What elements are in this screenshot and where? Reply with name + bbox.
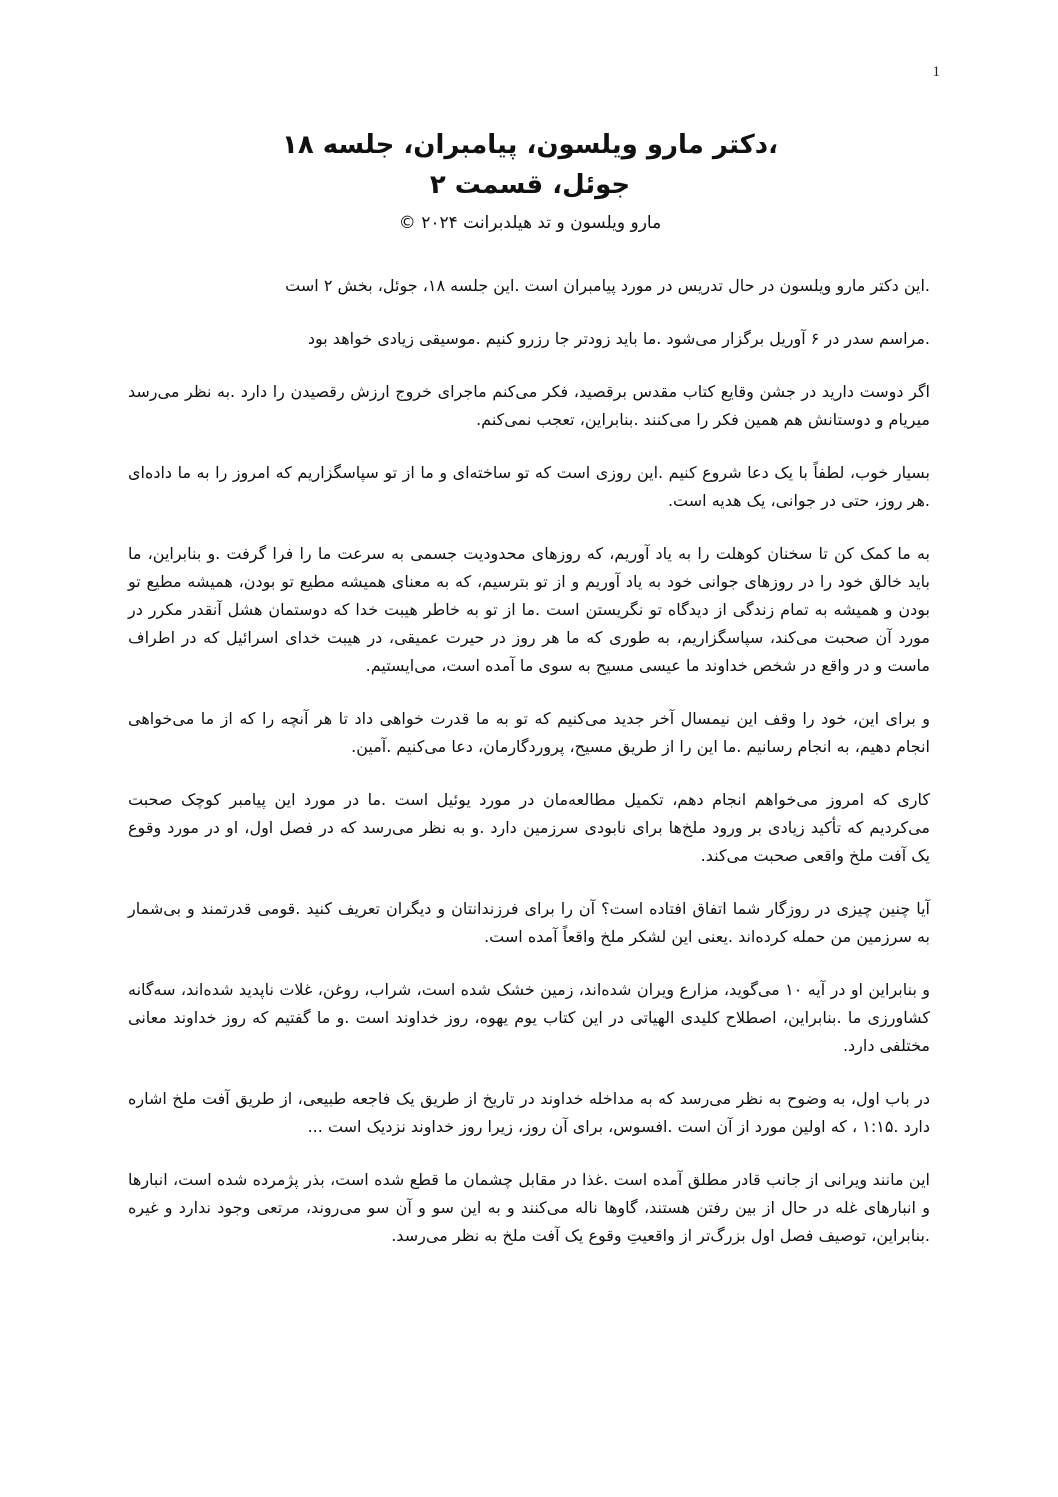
paragraph-4: بسیار خوب، لطفاً با یک دعا شروع کنیم .این روزی است که تو ساخته‌ای و ما از تو سپاسگزاریم که امروز را به ما داده‌ای .هر روز، حتی در جوانی، یک هدیه است. — [128, 463, 930, 510]
paragraph-7: کاری که امروز می‌خواهم انجام دهم، تکمیل مطالعه‌مان در مورد یوئیل است .ما در مورد این پیامبر کوچک صحبت می‌کردیم که تأکید زیادی بر ورود ملخ‌ها برای نابودی سرزمین دارد .و به نظر می‌رسد که در فصل اول، او در مورد وقوع یک آفت ملخ واقعی صحبت می‌کند. — [128, 790, 930, 865]
paragraph-9: و بنابراین او در آیه ۱۰ می‌گوید، مزارع ویران شده‌اند، زمین خشک شده است، شراب، روغن، غلات ناپدید شده‌اند، سه‌گانه کشاورزی ما .بنابراین، اصطلاح کلیدی الهیاتی در این کتاب یوم یهوه، روز خداوند است .و ما گفتیم که روز خداوند معانی مختلفی دارد. — [128, 980, 931, 1055]
copyright-line: مارو ویلسون و تد هیلدبرانت ۲۰۲۴ © — [398, 213, 662, 233]
paragraph-5: به ما کمک کن تا سخنان کوهلت را به یاد آوریم، که روزهای محدودیت جسمی به سرعت ما را فرا گرفت .و بنابراین، ما باید خالق خود را در روزهای جوانی خود به یاد آوریم و از تو بترسیم، که به معنای همیشه مطیع تو بودن، همیشه مطیع تو بودن و همیشه به تمام زندگی از دیدگاه تو نگریستن است .ما از تو به خاطر هیبت خدا که دوستمان هشل آنقدر مکرر در مورد آن صحبت می‌کند، سپاسگزاریم، به طوری که ما هر روز در حیرت عمیقی، در هیبت خدای اسرائیل که در اطراف ماست و در واقع در شخص خداوند ما عیسی مسیح به سوی ما آمده است، می‌ایستیم. — [128, 544, 930, 675]
paragraph-2: .مراسم سدر در ۶ آوریل برگزار می‌شود .ما باید زودتر جا رزرو کنیم .موسیقی زیادی خواهد بود — [307, 329, 930, 348]
paragraph-6: و برای این، خود را وقف این نیمسال آخر جدید می‌کنیم که تو به ما قدرت خواهی داد تا هر آنچه را که از ما می‌خواهی انجام دهیم، به انجام رسانیم .ما این را از طریق مسیح، پروردگارمان، دعا می‌کنیم .آمین. — [128, 709, 930, 756]
paragraph-10: در باب اول، به وضوح به نظر می‌رسد که به مداخله خداوند در تاریخ از طریق یک فاجعه طبیعی، از طریق آفت ملخ اشاره دارد .۱:۱۵ ، که اولین مورد از آن است .افسوس، برای آن روز، زیرا روز خداوند نزدیک است ... — [128, 1089, 930, 1136]
paragraph-11: این مانند ویرانی از جانب قادر مطلق آمده است .غذا در مقابل چشمان ما قطع شده است، بذر پژمرده شده است، انبارها و انبارهای غله در حال از بین رفتن هستند، گاوها ناله می‌کنند و به این سو و آن سو می‌روند، مرتعی وجود ندارد و غیره .بنابراین، توصیف فصل اول بزرگ‌تر از واقعیتِ وقوع یک آفت ملخ به نظر می‌رسد. — [128, 1170, 930, 1245]
title-line-2: جوئل، قسمت ۲ — [429, 170, 631, 200]
title-line-1: ،دکتر مارو ویلسون، پیامبران، جلسه ۱۸ — [281, 130, 779, 160]
page-number: 1 — [932, 64, 940, 80]
paragraph-1: .این دکتر مارو ویلسون در حال تدریس در مورد پیامبران است .این جلسه ۱۸، جوئل، بخش ۲ است — [285, 276, 930, 295]
paragraph-8: آیا چنین چیزی در روزگار شما اتفاق افتاده است؟ آن را برای فرزندانتان و دیگران تعریف کنید .قومی قدرتمند و بی‌شمار به سرزمین من حمله کرده‌اند .یعنی این لشکر ملخ واقعاً آمده است. — [128, 899, 930, 946]
document-body — [128, 272, 930, 1275]
title-block — [130, 125, 930, 237]
paragraph-3: اگر دوست دارید در جشن وقایع کتاب مقدس برقصید، فکر می‌کنم ماجرای خروج ارزش رقصیدن را دارد .به نظر می‌رسد میریام و دوستانش هم همین فکر را می‌کنند .بنابراین، تعجب نمی‌کنم. — [128, 382, 930, 429]
